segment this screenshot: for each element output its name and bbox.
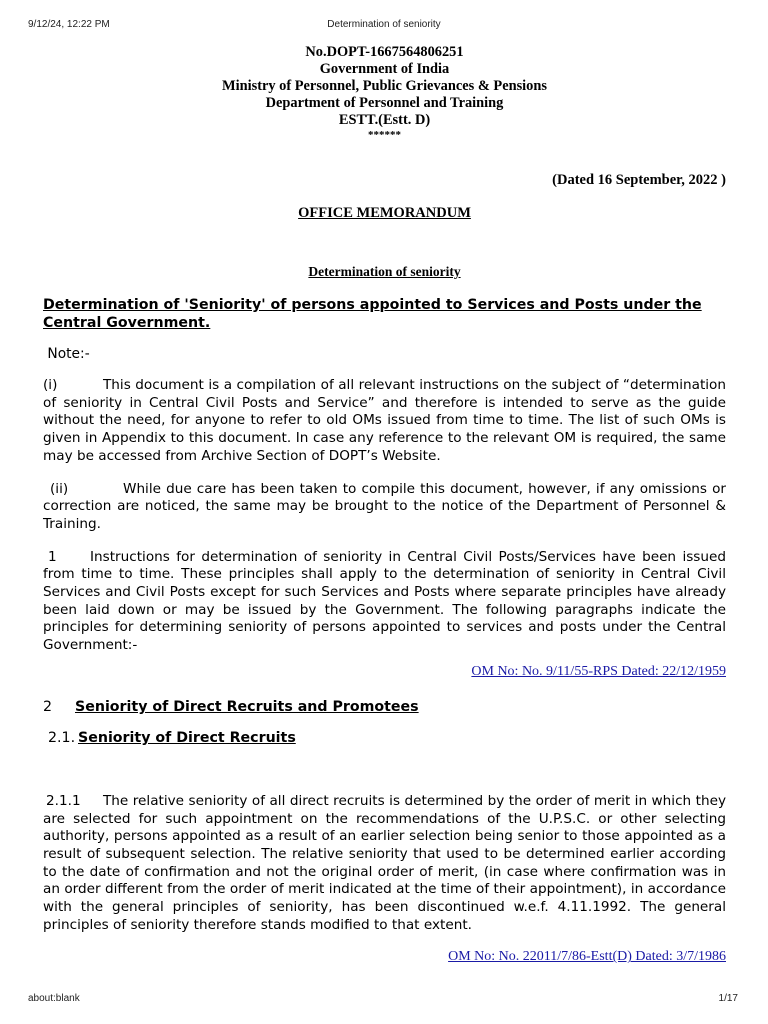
section-title: Seniority of Direct Recruits — [78, 729, 296, 746]
paragraph-number: 2.1.1 — [46, 792, 81, 809]
note-item-i — [43, 377, 726, 466]
note-item-number: (i) — [43, 377, 58, 393]
paragraph-2-1-1 — [43, 793, 726, 935]
letterhead — [43, 44, 726, 141]
paragraph-number: 1 — [48, 548, 57, 565]
department-name: Department of Personnel and Training — [265, 95, 504, 111]
main-heading: Determination of 'Seniority' of persons appointed to Services and Posts under the Central Government. — [43, 297, 702, 331]
page-number: 1/17 — [718, 993, 738, 1004]
subject-title: Determination of seniority — [308, 264, 461, 279]
note-item-ii — [43, 481, 726, 534]
dated-line: (Dated 16 September, 2022 ) — [552, 172, 726, 188]
print-title: Determination of seniority — [327, 19, 441, 30]
stars-divider: ****** — [368, 129, 401, 141]
ministry-name: Ministry of Personnel, Public Grievances & Pensions — [222, 78, 547, 94]
note-item-number: (ii) — [50, 480, 69, 497]
section-number: 2.1. — [48, 729, 76, 746]
om-title: OFFICE MEMORANDUM — [298, 205, 471, 221]
note-label-text: Note:- — [47, 346, 90, 362]
section-name: ESTT.(Estt. D) — [338, 112, 431, 128]
print-url: about:blank — [28, 993, 80, 1004]
om-reference-link[interactable]: OM No: No. 9/11/55-RPS Dated: 22/12/1959 — [471, 663, 726, 679]
section-2-heading — [43, 699, 726, 715]
note-label — [43, 346, 726, 362]
paragraph-text: The relative seniority of all direct recruits is determined by the order of merit in which they are selected for such appointment on the recommendations of the U.P.S.C. or other selecting authority, persons appointed as a result of an earlier selection being senior to those appointed as a result of subsequent selection. The relative seniority that used to be determined earlier according to the date of confirmation and not the original order of merit, (in case where confirmation was in an order different from the order of merit indicated at the time of their appointment), in accordance with the general principles of seniority, has been discontinued w.e.f. 4.11.1992. The general principles of seniority therefore stands modified to that extent. — [43, 792, 726, 933]
section-title: Seniority of Direct Recruits and Promotees — [75, 698, 419, 715]
section-2-1-heading — [43, 730, 726, 746]
paragraph-text: Instructions for determination of seniority in Central Civil Posts/Services have been issued from time to time. These principles shall apply to the determination of seniority in Central Civil Services and Civil Posts except for such Services and Posts where separate principles have already been laid down or may be issued by the Government. The following paragraphs indicate the principles for determining seniority of persons appointed to services and posts under the Central Government:- — [43, 548, 726, 654]
section-number: 2 — [43, 698, 53, 715]
document-body — [43, 44, 726, 965]
print-datetime: 9/12/24, 12:22 PM — [28, 19, 110, 30]
paragraph-1 — [43, 549, 726, 655]
note-item-text: This document is a compilation of all relevant instructions on the subject of “determination of seniority in Central Civil Posts and Service” and therefore is intended to serve as the guide without the need, for anyone to refer to old OMs issued from time to time. The list of such OMs is given in Appendix to this document. In case any reference to the relevant OM is required, the same may be accessed from Archive Section of DOPT’s Website. — [43, 377, 726, 464]
om-reference-link[interactable]: OM No: No. 22011/7/86-Estt(D) Dated: 3/7/1986 — [448, 949, 726, 965]
note-item-text: While due care has been taken to compile this document, however, if any omissions or correction are noticed, the same may be brought to the notice of the Department of Personnel & Training. — [43, 480, 726, 532]
government-name: Government of India — [319, 61, 450, 77]
document-number: No.DOPT-1667564806251 — [305, 44, 464, 60]
